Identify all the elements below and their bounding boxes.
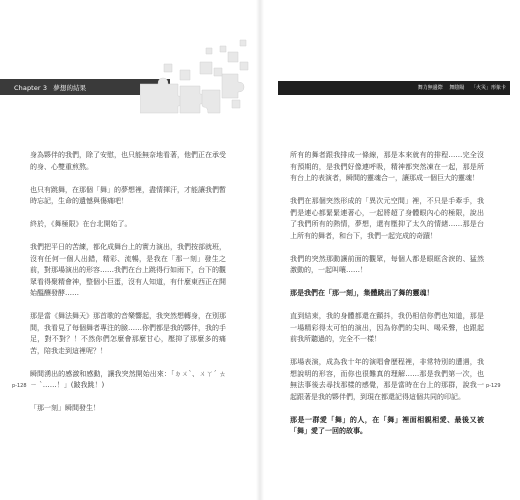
page-number-left: p-128 — [12, 383, 27, 389]
emphasis-paragraph: 那是我們在「那一刻」，集體跳出了舞的靈魂！ — [290, 289, 434, 297]
paragraph: 也只有跳舞，在那個「舞」的夢想裡，盡情揮汗，才能讓我們暫時忘記，生命的遺憾與傷痛吧！ — [30, 185, 226, 205]
paragraph: 身為夥伴的我們，除了安慰，也只能無奈地看著，他們正在承受的身、心雙重煎熬。 — [30, 151, 226, 171]
chapter-heading — [14, 83, 90, 92]
page-number-right: p-129 — [486, 383, 501, 389]
left-body-text — [30, 150, 226, 426]
emphasis-paragraph: 那是一群愛「舞」的人，在「舞」裡面相親相愛、最後又被「舞」愛了一回的故事。 — [290, 415, 484, 435]
paragraph: 所有的舞者跟我排成一條線，那是本來就有的排程……完全沒有預期的，是我們好像連呼吸，精神都突然凍在一起，那是所有台上的表演者，瞬間的靈魂合一，讓那成一個巨大的靈魂！ — [290, 151, 484, 182]
paragraph: 瞬間湧出的感激和感動，讓我突然開始出來：「ㄉㄨˋ、ㄨㄚˊ ㄊㄧ ˋ……！」(跛我跳！) — [30, 369, 226, 389]
running-head-topic: 「火災」形象卡 — [470, 85, 506, 91]
book-gutter — [256, 0, 264, 500]
paragraph: 那場表演，成為我十年的演唱會歷程裡，非常特別的遭遇，我想說明的形容，而你也很難真的理解……那是我們第一次，也無法事後去尋找那樣的感覺，那是當時在台上的那群，說我一起跟著是我的夥伴們，到現在都還記得這個共同的印記。 — [290, 358, 484, 401]
running-head-section: 舞陰陽 — [449, 85, 465, 91]
paragraph: 那是當《舞法舞天》那首歌的音樂響起，我突然想轉身，在別那間，我看見了每個舞者專注的臉……你們都是我的夥伴，我的手足，對不對？！不然你們怎麼會那麼甘心，壓抑了那麼多的痛苦，陪我走到這裡呢？！ — [30, 312, 226, 355]
paragraph: 我們把平日的苦練，都化成舞台上的實力演出，我們按部就班，沒有任何一個人出錯，精彩、流暢，是我在「那一刻」發生之前，對那場演出的形容……我們在台上跳得行如雨下，台下的觀眾看得聚精會神，整個小巨蛋，沒有人知道，有什麼東西正在開始醞釀發酵…… — [30, 243, 226, 297]
paragraph: 我們的突然那動讓前面的觀眾，每個人都是眼眶含淚的、猛然激動的，一起叫嚷……！ — [290, 254, 484, 274]
chapter-title: 夢想的結果 — [53, 84, 87, 92]
right-body-text — [290, 150, 484, 449]
paragraph: 終於，《舞極限》在台北開始了。 — [30, 220, 132, 228]
paragraph: 直到結束，我的身體都還在顫抖，我仍相信你們也知道，那是一場精彩得太可怕的演出，因為你們的尖叫、喝采聲，也跟起前我所聽過的，完全不一樣！ — [290, 312, 484, 343]
puzzle-pieces-decoration — [140, 34, 250, 114]
running-head-book: 舞力無邊際 — [417, 85, 443, 91]
paragraph: 我們在那個突然形成的「異次元空間」裡，不只是手牽手，我們是連心都緊緊連著心，一起將超了身體眼內心的極限，說出了我們所有的熱情，夢想，還有壓抑了太久的情緒……那是台上所有的舞者，和台下，我們一起完成的奇蹟！ — [290, 197, 484, 240]
running-head — [413, 84, 506, 91]
paragraph: 「那一刻」瞬間發生！ — [30, 404, 100, 412]
chapter-label: Chapter 3 — [14, 84, 48, 92]
